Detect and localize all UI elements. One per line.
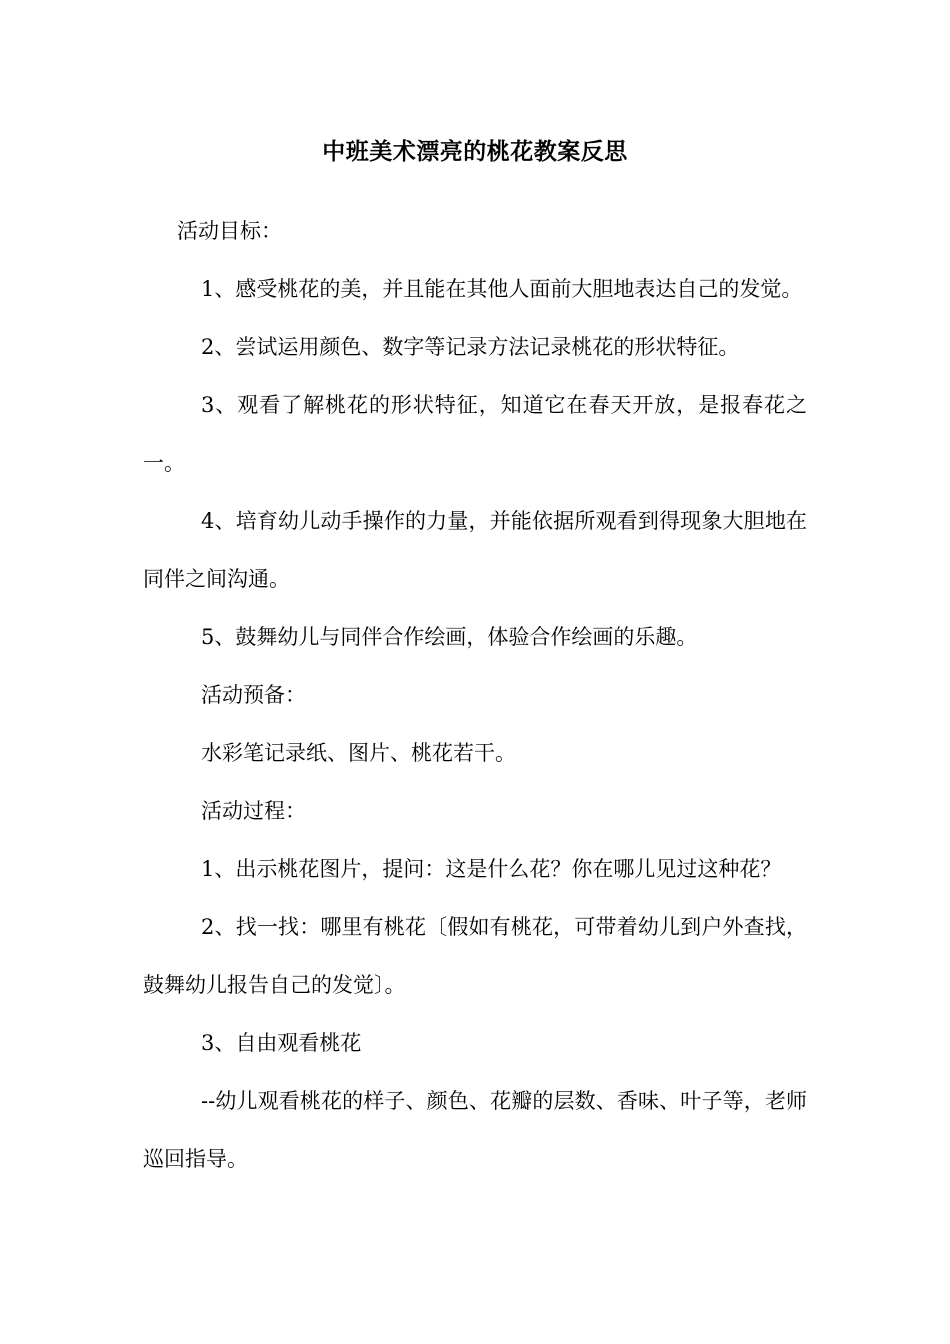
goal-item-3: 3、观看了解桃花的形状特征，知道它在春天开放，是报春花之一。 <box>143 393 807 475</box>
process-step-3-detail: --幼儿观看桃花的样子、颜色、花瓣的层数、香味、叶子等，老师巡回指导。 <box>143 1089 807 1171</box>
goal-item-1: 1、感受桃花的美，并且能在其他人面前大胆地表达自己的发觉。 <box>201 277 803 301</box>
goal-item-5: 5、鼓舞幼儿与同伴合作绘画，体验合作绘画的乐趣。 <box>201 625 698 649</box>
section-heading-process: 活动过程： <box>201 799 306 823</box>
goal-item-2: 2、尝试运用颜色、数字等记录方法记录桃花的形状特征。 <box>201 335 740 359</box>
section-heading-goals: 活动目标： <box>177 219 282 243</box>
section-heading-preparation: 活动预备： <box>201 683 306 707</box>
process-step-1: 1、出示桃花图片，提问：这是什么花？你在哪儿见过这种花？ <box>201 857 782 881</box>
goal-item-4: 4、培育幼儿动手操作的力量，并能依据所观看到得现象大胆地在同伴之间沟通。 <box>143 509 807 591</box>
document-body <box>143 202 807 1188</box>
document-title: 中班美术漂亮的桃花教案反思 <box>322 138 628 165</box>
process-step-2: 2、找一找：哪里有桃花〔假如有桃花，可带着幼儿到户外查找，鼓舞幼儿报告自己的发觉〕。 <box>143 915 807 997</box>
process-step-3: 3、自由观看桃花 <box>201 1031 362 1055</box>
preparation-materials: 水彩笔记录纸、图片、桃花若干。 <box>201 741 516 765</box>
